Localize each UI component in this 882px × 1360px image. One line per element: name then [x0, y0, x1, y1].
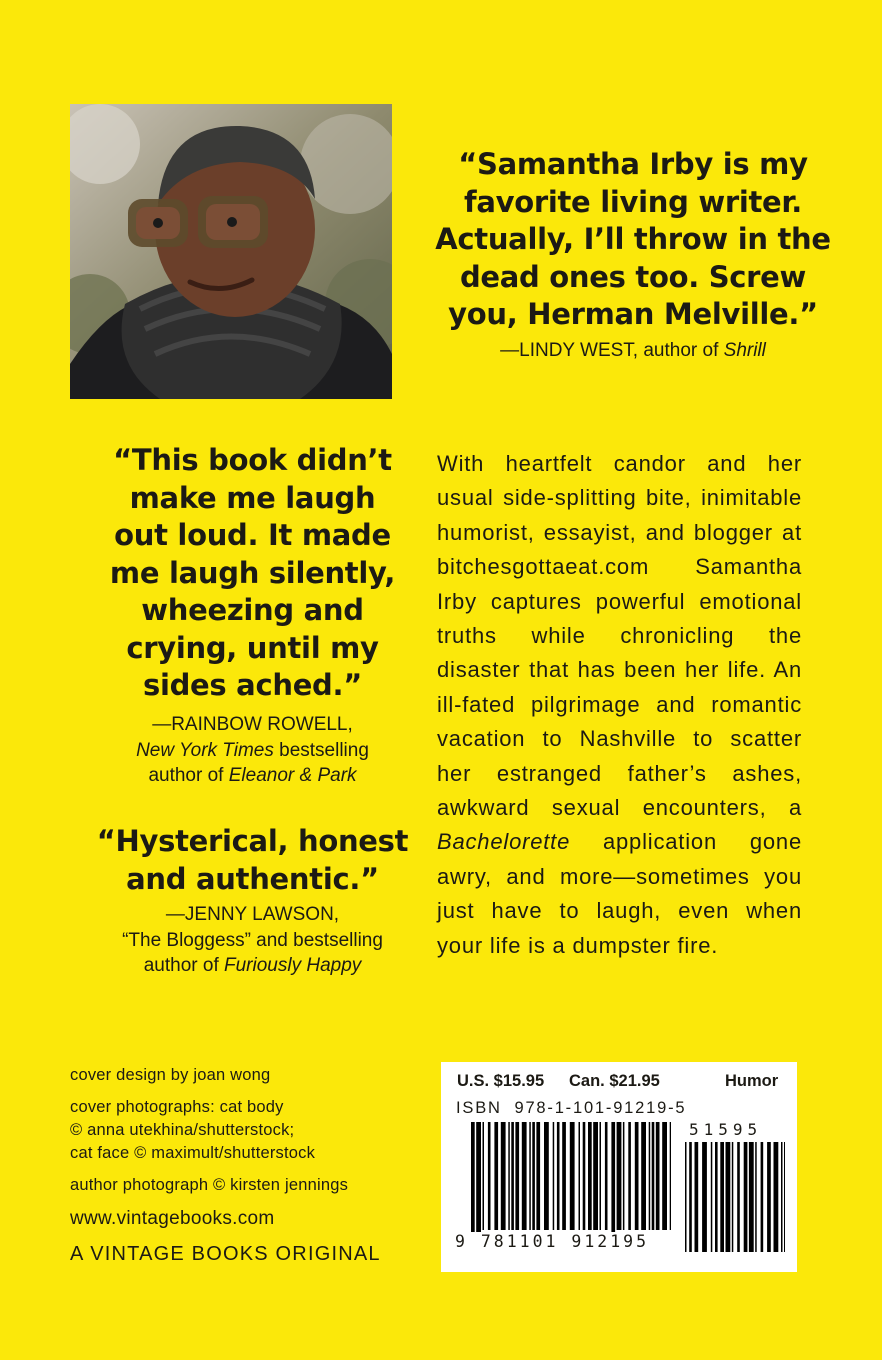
barcode-bar	[611, 1122, 615, 1240]
barcode-bar	[553, 1122, 555, 1230]
quote-line: crying, until my	[126, 630, 379, 665]
barcode-bar	[656, 1122, 660, 1230]
barcode-bar	[711, 1142, 713, 1252]
barcode-bar	[593, 1122, 598, 1230]
barcode-bar	[744, 1142, 748, 1252]
barcode-bar	[488, 1122, 491, 1230]
book-title: Eleanor & Park	[228, 765, 357, 786]
barcode-bar	[784, 1142, 785, 1252]
author-photo-credit: author photograph © kirsten jennings	[70, 1176, 349, 1194]
barcode-bar	[562, 1122, 566, 1230]
cover-photo-credit	[70, 1096, 430, 1165]
barcode-bar	[635, 1122, 639, 1230]
barcode-bar	[532, 1122, 535, 1230]
credit-line: © anna utekhina/shutterstock;	[70, 1121, 295, 1139]
barcode-bar	[695, 1142, 699, 1252]
barcode-bar	[494, 1122, 498, 1230]
barcode-bar	[605, 1122, 608, 1230]
quote-line: “Samantha Irby is my	[458, 147, 808, 181]
barcode-bar	[476, 1122, 481, 1240]
barcode-bar	[501, 1122, 506, 1230]
book-title: Shrill	[723, 340, 766, 361]
barcode-bar	[471, 1122, 475, 1240]
quote-line: “This book didn’t	[113, 443, 392, 477]
barcode-bar	[515, 1122, 519, 1230]
credit-line: cover photographs: cat body	[70, 1098, 284, 1116]
quote-jenny-lawson	[70, 823, 435, 898]
quote-attribution-jenny-lawson	[70, 902, 435, 979]
barcode-bar	[767, 1142, 771, 1252]
barcode-bar	[536, 1122, 540, 1230]
quote-attribution-lindy-west	[428, 338, 838, 364]
attribution-text: bestselling	[273, 739, 369, 761]
book-title: Furiously Happy	[224, 955, 362, 976]
barcode-bar	[588, 1122, 592, 1230]
barcode-bar	[702, 1142, 707, 1252]
barcode-bar	[628, 1122, 631, 1230]
price-us: U.S. $15.95	[457, 1072, 545, 1090]
attribution-line	[70, 953, 435, 979]
barcode-bar	[641, 1122, 646, 1230]
attribution-line	[70, 738, 435, 764]
quote-line: Actually, I’ll throw in the	[435, 222, 831, 256]
barcode-bar	[649, 1122, 651, 1230]
attribution-name: —JENNY LAWSON,	[165, 904, 340, 925]
barcode-bar	[508, 1122, 510, 1230]
quote-line: me laugh silently,	[109, 555, 396, 590]
description-italic: Bachelorette	[437, 829, 571, 855]
barcode-bar	[726, 1142, 731, 1252]
barcode-bars-icon	[471, 1122, 671, 1240]
book-description	[437, 447, 802, 963]
barcode-bar	[529, 1122, 531, 1230]
barcode-bar	[579, 1122, 581, 1230]
cover-design-credit: cover design by joan wong	[70, 1066, 271, 1084]
barcode-addon-bars-icon	[685, 1142, 785, 1252]
barcode-bar	[749, 1142, 754, 1252]
barcode-bar	[522, 1122, 527, 1230]
quote-line: “Hysterical, honest	[96, 824, 409, 858]
barcode-bar	[685, 1142, 687, 1252]
barcode-ean-digits: 9 781101 912195	[455, 1232, 650, 1251]
barcode-bar	[583, 1122, 586, 1230]
description-text: With heartfelt candor and her usual side-splitting bite, inimitable humorist, essayist, and blogger at bitchesgottaeat.com Samantha Irby captures powerful emotional truths while chronicling the disaster that has been her life. An ill-fated pilgrimage and romantic vacation to Nashville to scatter her estranged father’s ashes, awkward sexual encounters, a	[437, 451, 802, 821]
quote-line: sides ached.”	[143, 668, 362, 702]
barcode-bar	[761, 1142, 764, 1252]
quote-line: and authentic.”	[126, 861, 379, 896]
quote-line: favorite living writer.	[464, 184, 802, 219]
barcode-panel	[441, 1062, 797, 1272]
attribution-name: —RAINBOW ROWELL,	[152, 714, 353, 735]
credit-line: cat face © maximult/shutterstock	[70, 1144, 316, 1162]
quote-line: make me laugh	[129, 480, 376, 515]
barcode-bar	[720, 1142, 724, 1252]
quote-attribution-rainbow-rowell	[70, 712, 435, 789]
barcode-addon-digits: 51595	[689, 1120, 763, 1139]
barcode-bar	[652, 1122, 655, 1230]
barcode-bar	[662, 1122, 667, 1230]
attribution-text: author of	[143, 955, 224, 976]
imprint-label: A VINTAGE BOOKS ORIGINAL	[70, 1243, 381, 1265]
author-photo-illustration	[70, 104, 392, 399]
isbn-number: ISBN 978-1-101-91219-5	[456, 1099, 687, 1117]
category-label: Humor	[725, 1072, 779, 1090]
barcode-bar	[689, 1142, 692, 1252]
barcode-bar	[600, 1122, 602, 1230]
barcode-bar	[755, 1142, 757, 1252]
barcode-bar	[511, 1122, 514, 1230]
quote-line: dead ones too. Screw	[459, 259, 807, 294]
barcode-bar	[570, 1122, 575, 1230]
barcode-bar	[544, 1122, 549, 1230]
quote-line: you, Herman Melville.”	[448, 297, 818, 331]
attribution-line	[70, 763, 435, 789]
publisher-website: www.vintagebooks.com	[70, 1208, 275, 1229]
barcode-bar	[737, 1142, 740, 1252]
barcode-bar	[732, 1142, 734, 1252]
barcode-bar	[670, 1122, 671, 1230]
price-canada: Can. $21.95	[569, 1072, 660, 1090]
barcode-bar	[623, 1122, 625, 1230]
attribution-text: —LINDY WEST, author of	[500, 340, 724, 361]
description-text: application gone awry, and more—sometimes you just have to laugh, even when your life is a dumpster fire.	[437, 829, 802, 958]
barcode-bar	[617, 1122, 622, 1230]
quote-rainbow-rowell	[70, 442, 435, 705]
barcode-bar	[715, 1142, 718, 1252]
publication-title: New York Times	[136, 739, 274, 761]
quote-lindy-west	[428, 146, 838, 334]
quote-line: out loud. It made	[114, 518, 391, 552]
barcode-bar	[774, 1142, 779, 1252]
attribution-text: author of	[148, 765, 229, 786]
attribution-line: “The Bloggess” and bestselling	[122, 929, 383, 951]
barcode-bar	[557, 1122, 560, 1230]
quote-line: wheezing and	[141, 593, 364, 627]
barcode-bar	[483, 1122, 485, 1230]
author-photo	[70, 104, 392, 399]
barcode-bar	[781, 1142, 783, 1252]
